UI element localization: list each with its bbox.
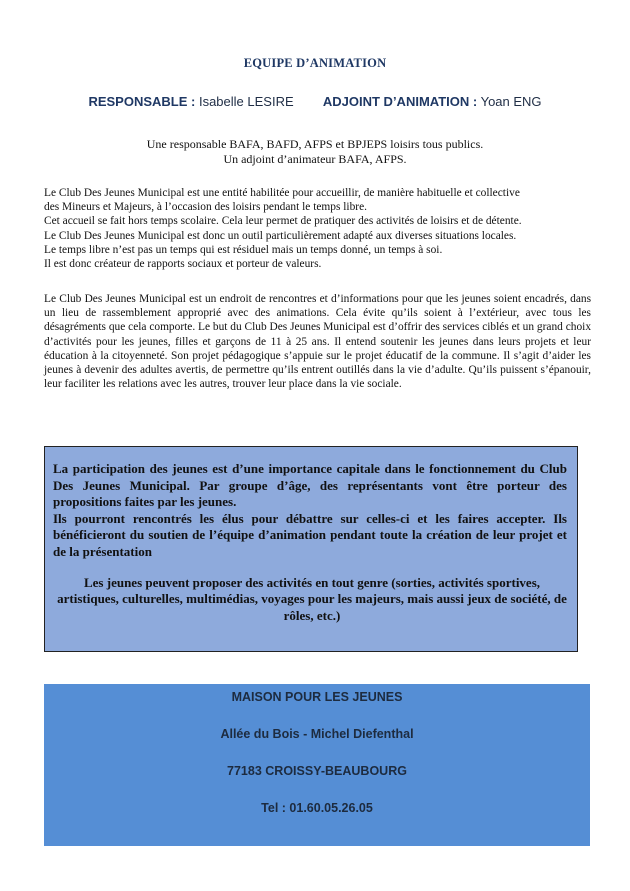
- qualification-line: Un adjoint d’animateur BAFA, AFPS.: [223, 152, 407, 166]
- paragraph-line: Cet accueil se fait hors temps scolaire. Cela leur permet de pratiquer des activités de loisirs et de détente.: [44, 215, 522, 228]
- adjoint-name: Yoan ENG: [480, 94, 542, 109]
- mission-paragraph: Le Club Des Jeunes Municipal est un endroit de rencontres et d’informations pour que les jeunes soient encadrés, dans un lieu de rassemblement approprié avec des animations. Cela évite qu’ils soient à l’extérieur, avec tous les désagréments que cela comporte. Le but du Club Des Jeunes Municipal est d’offrir des services ciblés et un grand choix d’activités pour les jeunes, filles et garçons de 11 à 25 ans. Il entend soutenir les jeunes dans leurs projets et leur éducation à la citoyenneté. Son projet pédagogique s’appuie sur le projet éducatif de la commune. Il s’agit d’aider les jeunes à devenir des adultes avertis, de permettre qu’ils entrent outillés dans la vie d’adulte. Qu’ils puissent s’épanouir, leur faciliter les relations avec les autres, trouver leur place dans la vie sociale.: [44, 293, 592, 391]
- venue-name: MAISON POUR LES JEUNES: [231, 690, 403, 704]
- paragraph-line: Le Club Des Jeunes Municipal est une entité habilitée pour accueillir, de manière habituelle et collective: [44, 187, 520, 199]
- paragraph-line: Le Club Des Jeunes Municipal est donc un outil particulièrement adapté aux diverses situations locales.: [44, 229, 517, 242]
- paragraph-line: Le temps libre n’est pas un temps qui est résiduel mais un temps donné, un temps à soi.: [44, 243, 443, 256]
- responsable-label: RESPONSABLE :: [88, 94, 196, 109]
- activities-text: Les jeunes peuvent proposer des activités en tout genre (sorties, activités sportives, artistiques, culturelles, multimédias, voyages pour les majeurs, mais aussi jeux de société, de rôles, etc.): [57, 574, 567, 623]
- contact-box: [44, 684, 590, 846]
- qualifications: [0, 137, 630, 167]
- support-text: Ils pourront rencontrés les élus pour débattre sur celles-ci et les faires accepter. Ils bénéficieront du soutien de l’équipe d’animation pendant toute la création de leur projet et de la présentation: [53, 510, 567, 559]
- adjoint-label: ADJOINT D’ANIMATION :: [322, 94, 478, 109]
- staff-line: [0, 94, 630, 109]
- venue-city: 77183 CROISSY-BEAUBOURG: [227, 764, 407, 778]
- participation-text: La participation des jeunes est d’une importance capitale dans le fonctionnement du Club Des Jeunes Municipal. Par groupe d’âge, des représentants vont être porteur des propositions faites par les jeunes.: [53, 461, 567, 510]
- paragraph-line: des Mineurs et Majeurs, à l’occasion des loisirs pendant le temps libre.: [44, 201, 367, 214]
- qualification-line: Une responsable BAFA, BAFD, AFPS et BPJEPS loisirs tous publics.: [146, 137, 484, 151]
- responsable-name: Isabelle LESIRE: [198, 94, 294, 109]
- paragraph-line: Il est donc créateur de rapports sociaux et porteur de valeurs.: [44, 258, 322, 271]
- venue-phone: Tel : 01.60.05.26.05: [261, 801, 373, 815]
- participation-box: [44, 446, 578, 652]
- venue-street: Allée du Bois - Michel Diefenthal: [220, 727, 414, 741]
- page-title: EQUIPE D’ANIMATION: [243, 56, 387, 70]
- intro-paragraph: [44, 186, 591, 271]
